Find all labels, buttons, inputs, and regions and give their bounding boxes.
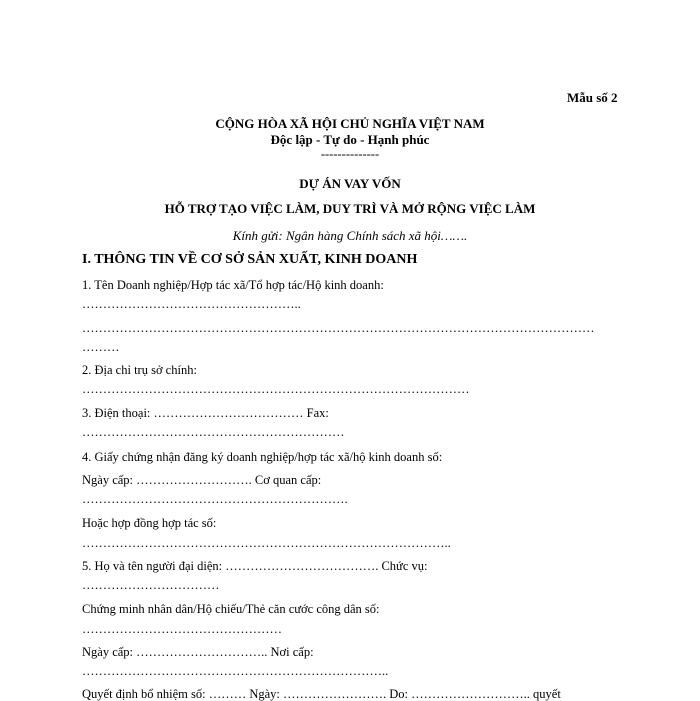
field-head-office-address: 2. Địa chỉ trụ sở chính: <box>82 363 197 377</box>
blank-line[interactable]: ……………………………………………………………….. <box>82 664 389 678</box>
field-registration-certificate: 4. Giấy chứng nhận đăng ký doanh nghiệp/hợp tác xã/hộ kinh doanh số: <box>82 450 443 464</box>
blank-line[interactable]: …………………………………………………………………………………………………………… <box>82 321 595 335</box>
field-id-issue-date-place: Ngày cấp: ………………………….. Nơi cấp: <box>82 645 314 659</box>
blank-line[interactable]: ………………………………………………………………………………… <box>82 382 470 396</box>
field-id-number: Chứng minh nhân dân/Hộ chiếu/Thẻ căn cước công dân số: <box>82 602 380 616</box>
blank-line[interactable]: …………………………………………….. <box>82 297 301 311</box>
blank-line[interactable]: ……… <box>82 340 120 354</box>
field-issue-date-authority: Ngày cấp: ………………………. Cơ quan cấp: <box>82 473 322 487</box>
form-number: Mẫu số 2 <box>567 90 618 105</box>
blank-line[interactable]: ………………………………………… <box>82 622 282 636</box>
national-motto: Độc lập - Tự do - Hạnh phúc <box>270 132 430 147</box>
field-representative: 5. Họ và tên người đại diện: ………………………………. Chức vụ: <box>82 559 428 573</box>
section-heading: I. THÔNG TIN VỀ CƠ SỞ SẢN XUẤT, KINH DOANH <box>82 252 418 267</box>
document-subtitle: HỖ TRỢ TẠO VIỆC LÀM, DUY TRÌ VÀ MỞ RỘNG VIỆC LÀM <box>164 201 536 216</box>
blank-line[interactable]: …………………………… <box>82 578 220 592</box>
field-phone-fax: 3. Điện thoại: ……………………………… Fax: <box>82 406 329 420</box>
document-title: DỰ ÁN VAY VỐN <box>299 176 401 191</box>
blank-line[interactable]: ……………………………………………………… <box>82 425 345 439</box>
blank-line[interactable]: …………………………………………………………………………….. <box>82 536 451 550</box>
addressee: Kính gửi: Ngân hàng Chính sách xã hội……. <box>232 228 468 243</box>
field-appointment-decision: Quyết định bổ nhiệm số: ……… Ngày: ……………………. Do: ……………………….. quyết <box>82 687 561 701</box>
field-business-name: 1. Tên Doanh nghiệp/Hợp tác xã/Tổ hợp tác/Hộ kinh doanh: <box>82 278 384 292</box>
blank-line[interactable]: ………………………………………………………. <box>82 492 348 506</box>
national-title: CỘNG HÒA XÃ HỘI CHỦ NGHĨA VIỆT NAM <box>215 116 485 131</box>
field-cooperation-contract: Hoặc hợp đồng hợp tác số: <box>82 516 217 530</box>
motto-divider: -------------- <box>320 147 380 161</box>
